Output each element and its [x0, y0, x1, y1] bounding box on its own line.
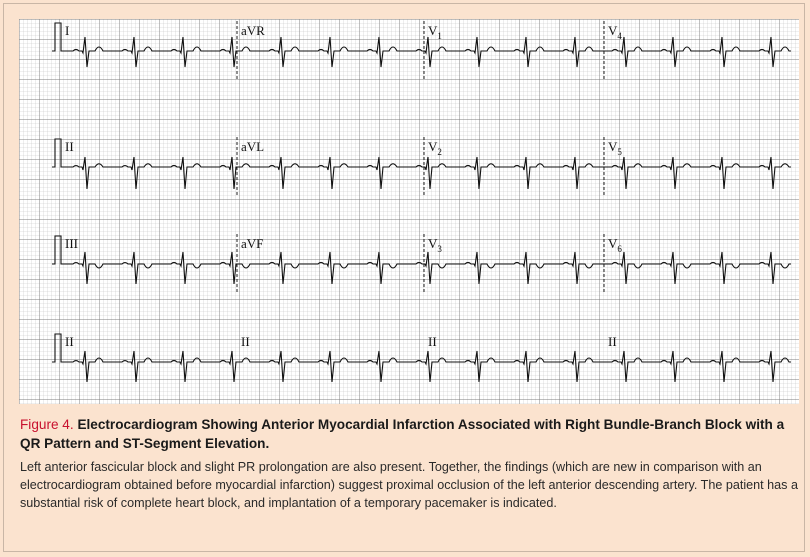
- lead-label: $V_2$: [428, 139, 442, 157]
- lead-label: II: [65, 334, 74, 349]
- lead-label: III: [65, 236, 78, 251]
- ecg-grid: [19, 19, 799, 404]
- lead-label: $V_3$: [428, 236, 442, 254]
- lead-label: II: [428, 334, 437, 349]
- figure-caption: [20, 415, 800, 512]
- lead-label: II: [65, 139, 74, 154]
- lead-label: aVR: [241, 23, 265, 38]
- lead-label: $V_6$: [608, 236, 622, 254]
- figure-label: Figure 4.: [20, 417, 74, 432]
- lead-label: II: [241, 334, 250, 349]
- figure-title: Electrocardiogram Showing Anterior Myocardial Infarction Associated with Right Bundle-Branch Block with a QR Pattern and ST-Segment Elevation.: [20, 417, 785, 451]
- lead-label: aVL: [241, 139, 265, 154]
- caption-body: Left anterior fascicular block and slight PR prolongation are also present. Together, the findings (which are new in comparison with an electrocardiogram obtained before myocardial infarction) suggest proximal occlusion of the left anterior descending artery. The patient has a substantial risk of complete heart block, and implantation of a temporary pacemaker is indicated.: [20, 460, 798, 510]
- ecg-tracing-panel: [19, 19, 799, 404]
- figure-frame: [3, 3, 805, 552]
- lead-label: II: [608, 334, 617, 349]
- lead-label: $V_1$: [428, 23, 442, 41]
- lead-label: aVF: [241, 236, 264, 251]
- lead-label: I: [65, 23, 70, 38]
- ecg-tracing: [19, 19, 799, 404]
- lead-label: $V_4$: [608, 23, 622, 41]
- caption-title: [20, 415, 800, 453]
- lead-label: $V_5$: [608, 139, 622, 157]
